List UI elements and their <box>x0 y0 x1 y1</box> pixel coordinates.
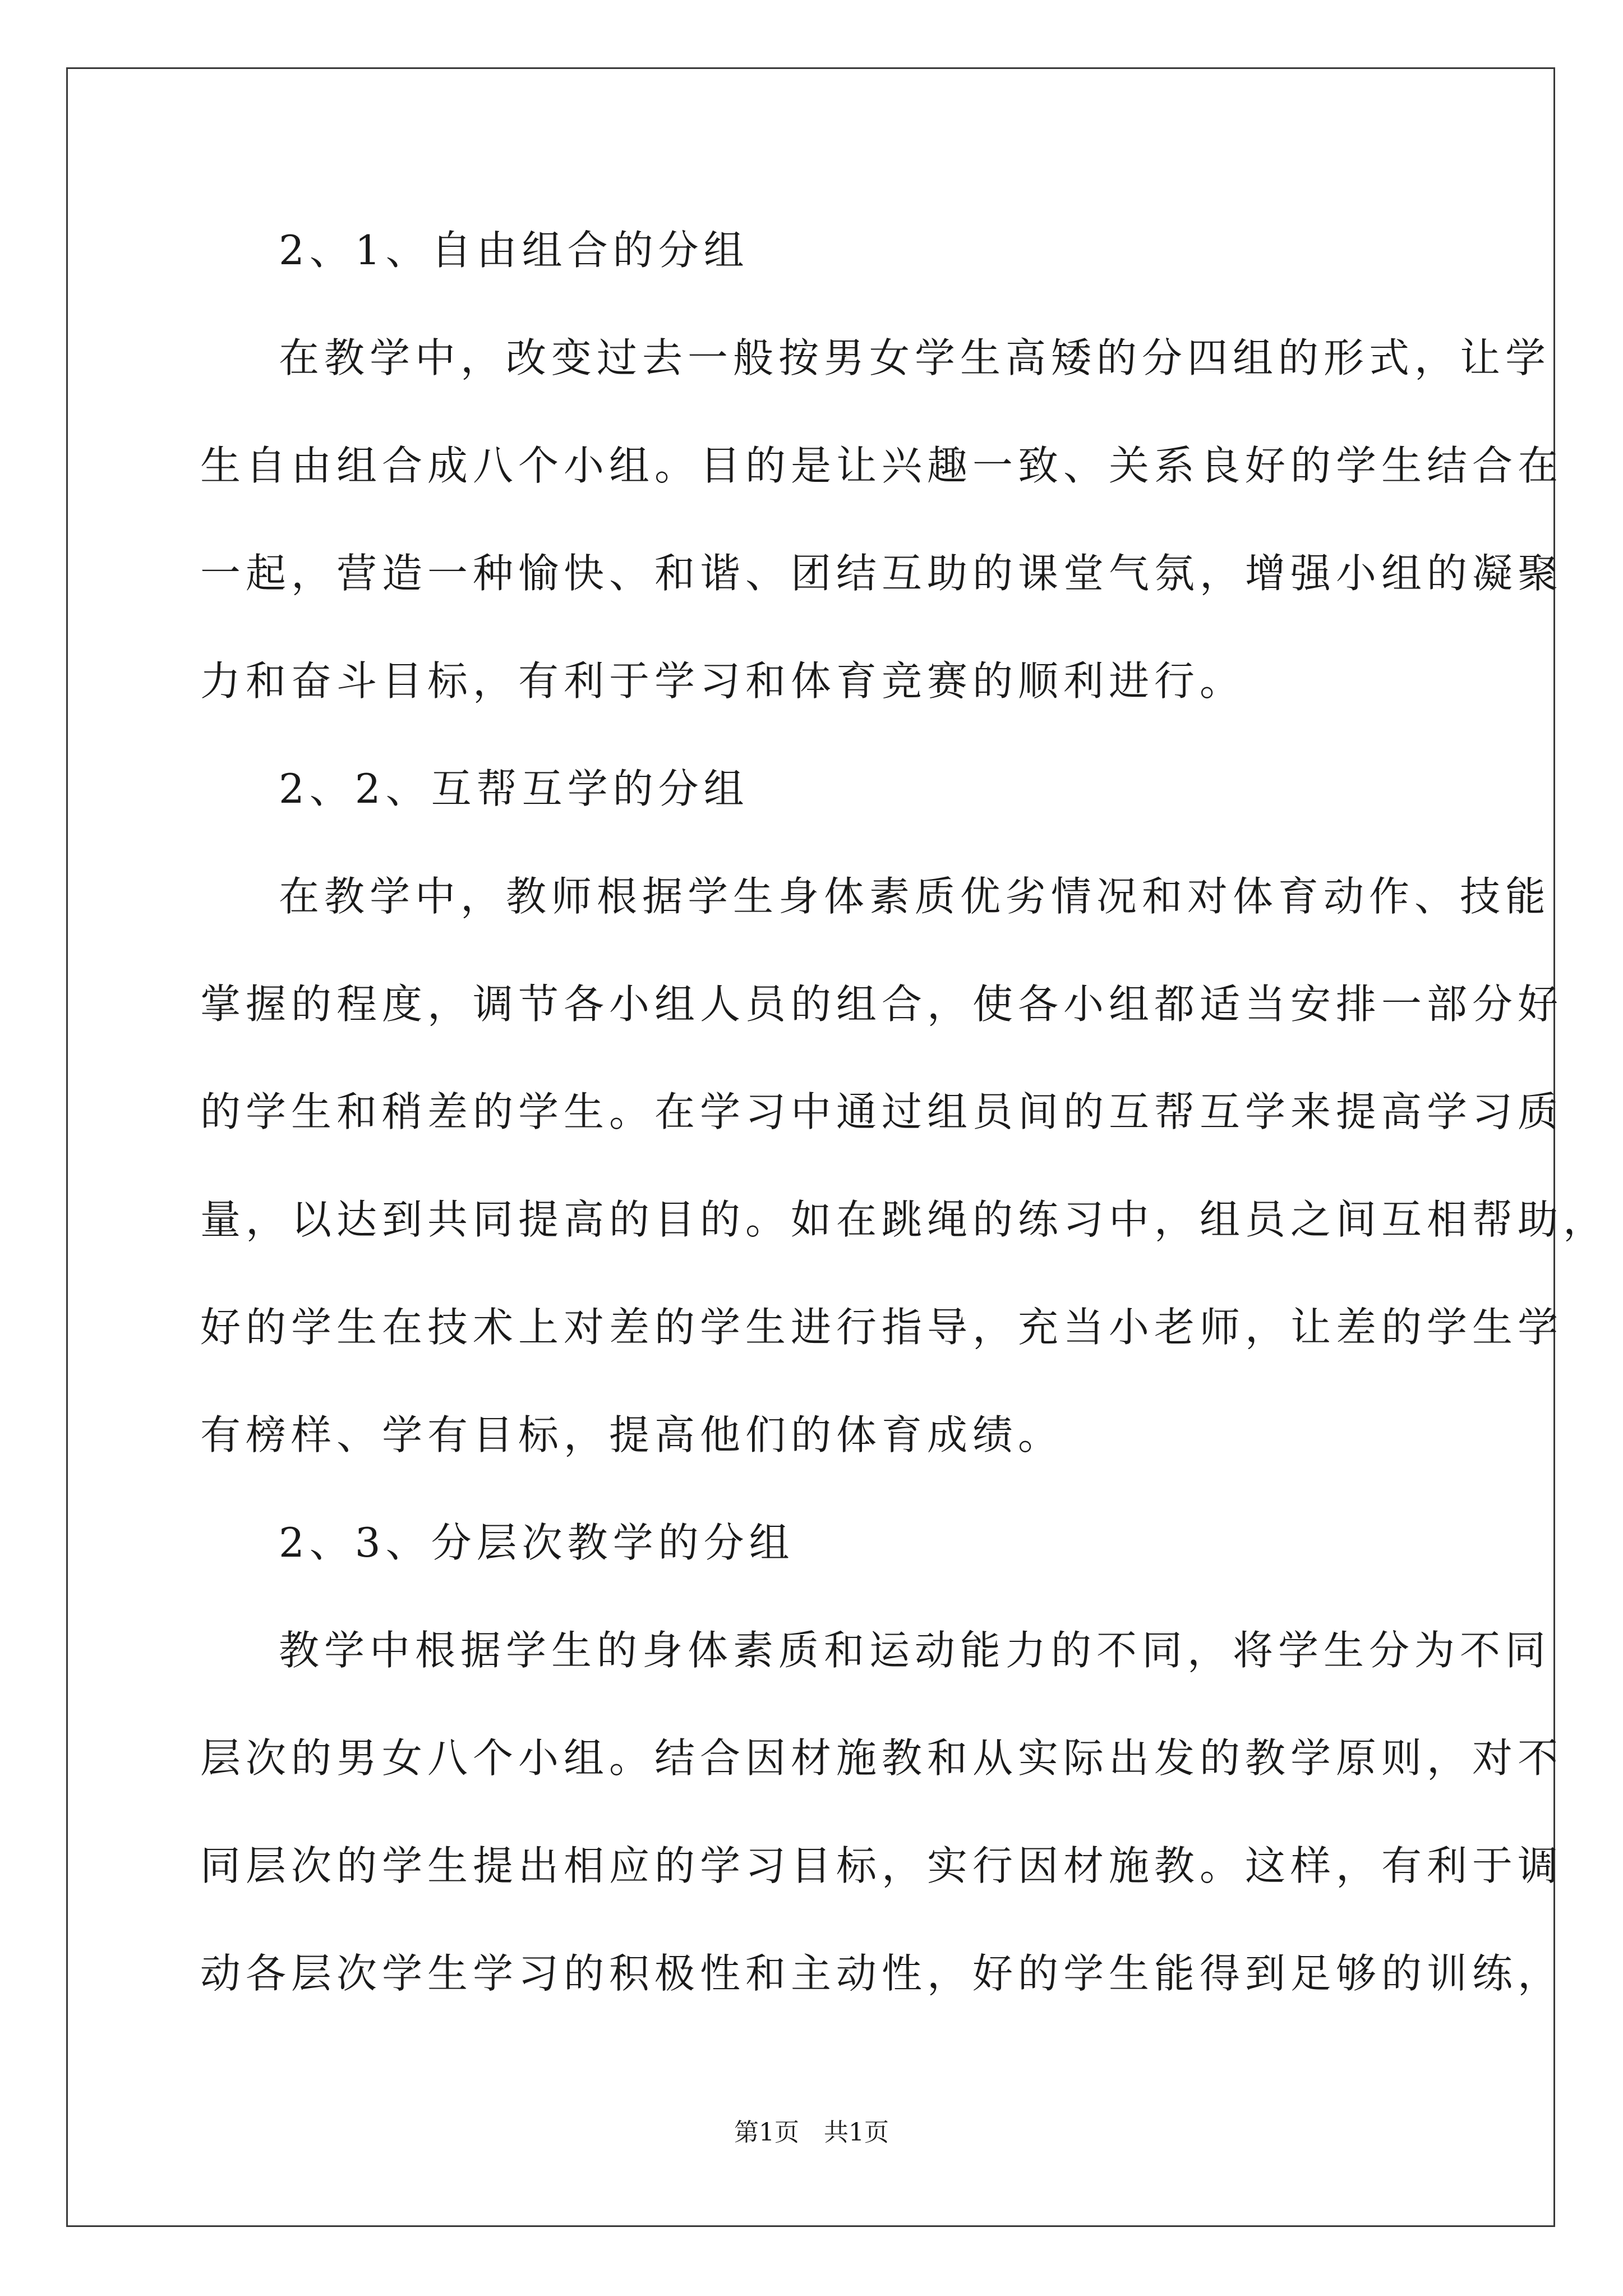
paragraph-line: 生自由组合成八个小组。目的是让兴趣一致、关系良好的学生结合在 <box>200 442 1564 489</box>
paragraph-line: 在教学中，教师根据学生身体素质优劣情况和对体育动作、技能 <box>279 873 1551 920</box>
paragraph-line: 力和奋斗目标，有利于学习和体育竞赛的顺利进行。 <box>200 657 1246 705</box>
paragraph-line: 一起，营造一种愉快、和谐、团结互助的课堂气氛，增强小组的凝聚 <box>200 550 1564 597</box>
paragraph-line: 的学生和稍差的学生。在学习中通过组员间的互帮互学来提高学习质 <box>200 1088 1564 1135</box>
paragraph-line: 掌握的程度，调节各小组人员的组合，使各小组都适当安排一部分好 <box>200 981 1564 1028</box>
paragraph-line: 量，以达到共同提高的目的。如在跳绳的练习中，组员之间互相帮助， <box>200 1196 1609 1243</box>
paragraph-line: 同层次的学生提出相应的学习目标，实行因材施教。这样，有利于调 <box>200 1842 1564 1889</box>
paragraph-line: 教学中根据学生的身体素质和运动能力的不同，将学生分为不同 <box>279 1627 1551 1674</box>
paragraph-line: 在教学中，改变过去一般按男女学生高矮的分四组的形式，让学 <box>279 334 1551 381</box>
paragraph-line: 好的学生在技术上对差的学生进行指导，充当小老师，让差的学生学 <box>200 1304 1564 1351</box>
paragraph-line: 有榜样、学有目标，提高他们的体育成绩。 <box>200 1411 1064 1458</box>
paragraph-line: 动各层次学生学习的积极性和主动性，好的学生能得到足够的训练， <box>200 1950 1564 1997</box>
section-heading: 2、1、自由组合的分组 <box>279 227 749 274</box>
section-heading: 2、2、互帮互学的分组 <box>279 765 749 812</box>
paragraph-line: 层次的男女八个小组。结合因材施教和从实际出发的教学原则，对不 <box>200 1734 1564 1782</box>
page-footer: 第1页 共1页 <box>734 2118 889 2147</box>
section-heading: 2、3、分层次教学的分组 <box>279 1519 795 1566</box>
page-border <box>66 67 1555 2227</box>
